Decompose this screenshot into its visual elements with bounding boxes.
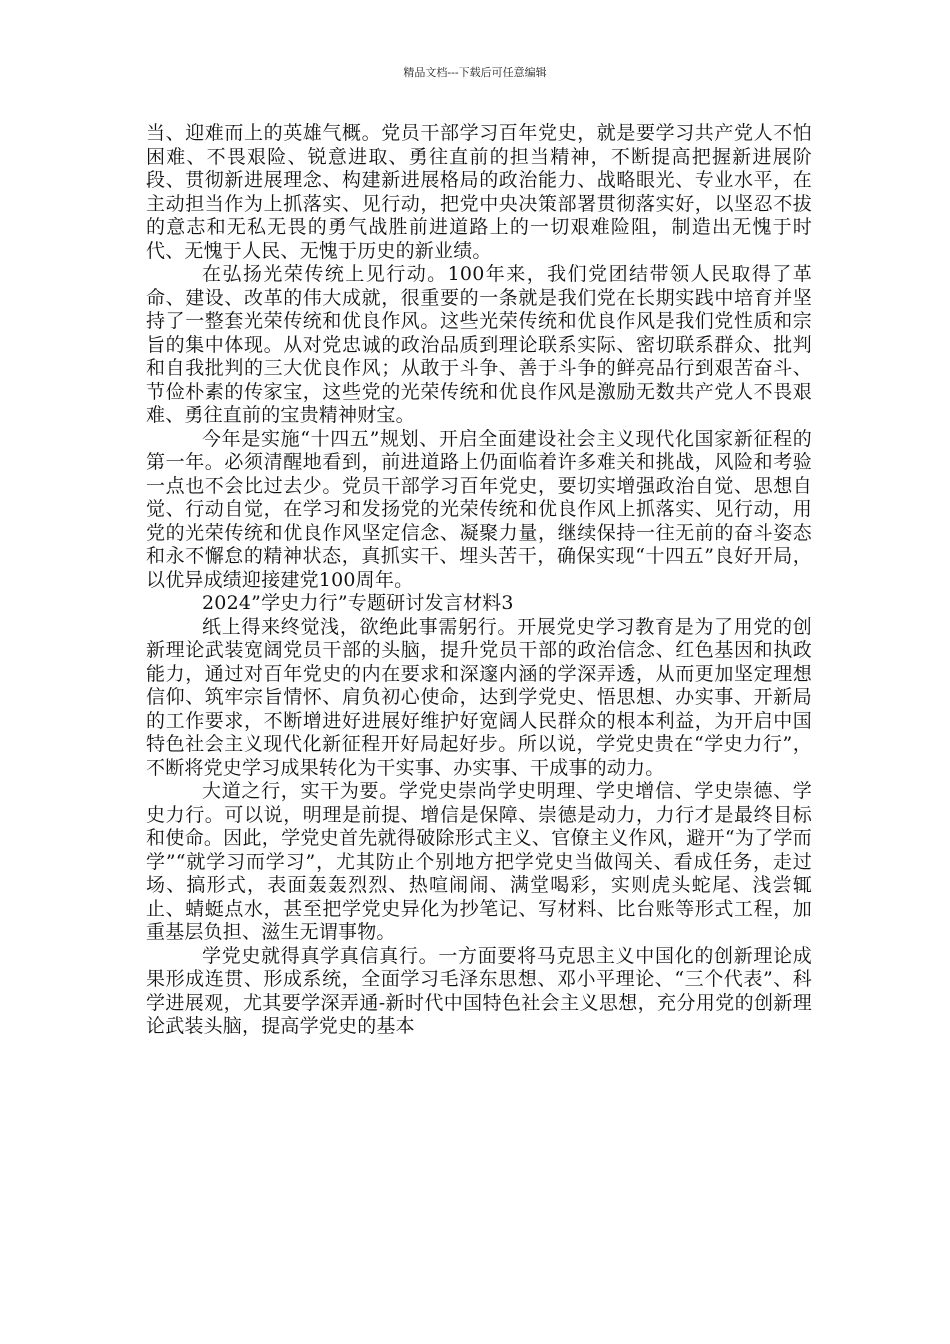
section-heading: 2024”学史力行”专题研讨发言材料3	[202, 592, 514, 614]
page-header: 精品文档---下载后可任意编辑	[403, 66, 547, 79]
paragraph: 大道之行，实干为要。学党史崇尚学史明理、学史增信、学史崇德、学史力行。可以说，明理是前提、增信是保障、崇德是动力，力行才是最终目标和使命。因此，学党史首先就得破除形式主义、官僚主义作风，避开“为了学而学”“就学习而学习”，尤其防止个别地方把学党史当做闯关、看成任务，走过场、搞形式，表面轰轰烈烈、热喧闹闹、满堂喝彩，实则虎头蛇尾、浅尝辄止、蜻蜓点水，甚至把学党史异化为抄笔记、写材料、比台账等形式工程，加重基层负担、滋生无谓事物。	[146, 780, 812, 943]
paragraph-continuation: 当、迎难而上的英雄气概。党员干部学习百年党史，就是要学习共产党人不怕困难、不畏艰险、锐意进取、勇往直前的担当精神，不断提高把握新进展阶段、贯彻新进展理念、构建新进展格局的政治能力、战略眼光、专业水平，在主动担当作为上抓落实、见行动，把党中央决策部署贯彻落实好，以坚忍不拔的意志和无私无畏的勇气战胜前进道路上的一切艰难险阻，制造出无愧于时代、无愧于人民、无愧于历史的新业绩。	[146, 122, 812, 262]
document-body	[146, 122, 812, 1039]
paragraph: 纸上得来终觉浅，欲绝此事需躬行。开展党史学习教育是为了用党的创新理论武装宽阔党员干部的头脑，提升党员干部的政治信念、红色基因和执政能力，通过对百年党史的内在要求和深邃内涵的学深弄透，从而更加坚定理想信仰、筑牢宗旨情怀、肩负初心使命，达到学党史、悟思想、办实事、开新局的工作要求，不断增进好进展好维护好宽阔人民群众的根本利益，为开启中国特色社会主义现代化新征程开好局起好步。所以说，学党史贵在“学史力行”，不断将党史学习成果转化为干实事、办实事、干成事的动力。	[146, 615, 812, 779]
paragraph: 今年是实施“十四五”规划、开启全面建设社会主义现代化国家新征程的第一年。必须清醒地看到，前进道路上仍面临着许多难关和挑战，风险和考验一点也不会比过去少。党员干部学习百年党史，要切实增强政治自觉、思想自觉、行动自觉，在学习和发扬党的光荣传统和优良作风上抓落实、见行动，用党的光荣传统和优良作风坚定信念、凝聚力量，继续保持一往无前的奋斗姿态和永不懈怠的精神状态，真抓实干、埋头苦干，确保实现“十四五”良好开局，以优异成绩迎接建党100周年。	[146, 427, 812, 591]
paragraph: 学党史就得真学真信真行。一方面要将马克思主义中国化的创新理论成果形成连贯、形成系统，全面学习毛泽东思想、邓小平理论、“三个代表”、科学进展观，尤其要学深弄通-新时代中国特色社会主义思想，充分用党的创新理论武装头脑，提高学党史的基本	[146, 944, 812, 1037]
paragraph: 在弘扬光荣传统上见行动。100年来，我们党团结带领人民取得了革命、建设、改革的伟大成就，很重要的一条就是我们党在长期实践中培育并坚持了一整套光荣传统和优良作风。这些光荣传统和优良作风是我们党性质和宗旨的集中体现。从对党忠诚的政治品质到理论联系实际、密切联系群众、批判和自我批判的三大优良作风；从敢于斗争、善于斗争的鲜亮品行到艰苦奋斗、节俭朴素的传家宝，这些党的光荣传统和优良作风是激励无数共产党人不畏艰难、勇往直前的宝贵精神财宝。	[146, 263, 812, 426]
